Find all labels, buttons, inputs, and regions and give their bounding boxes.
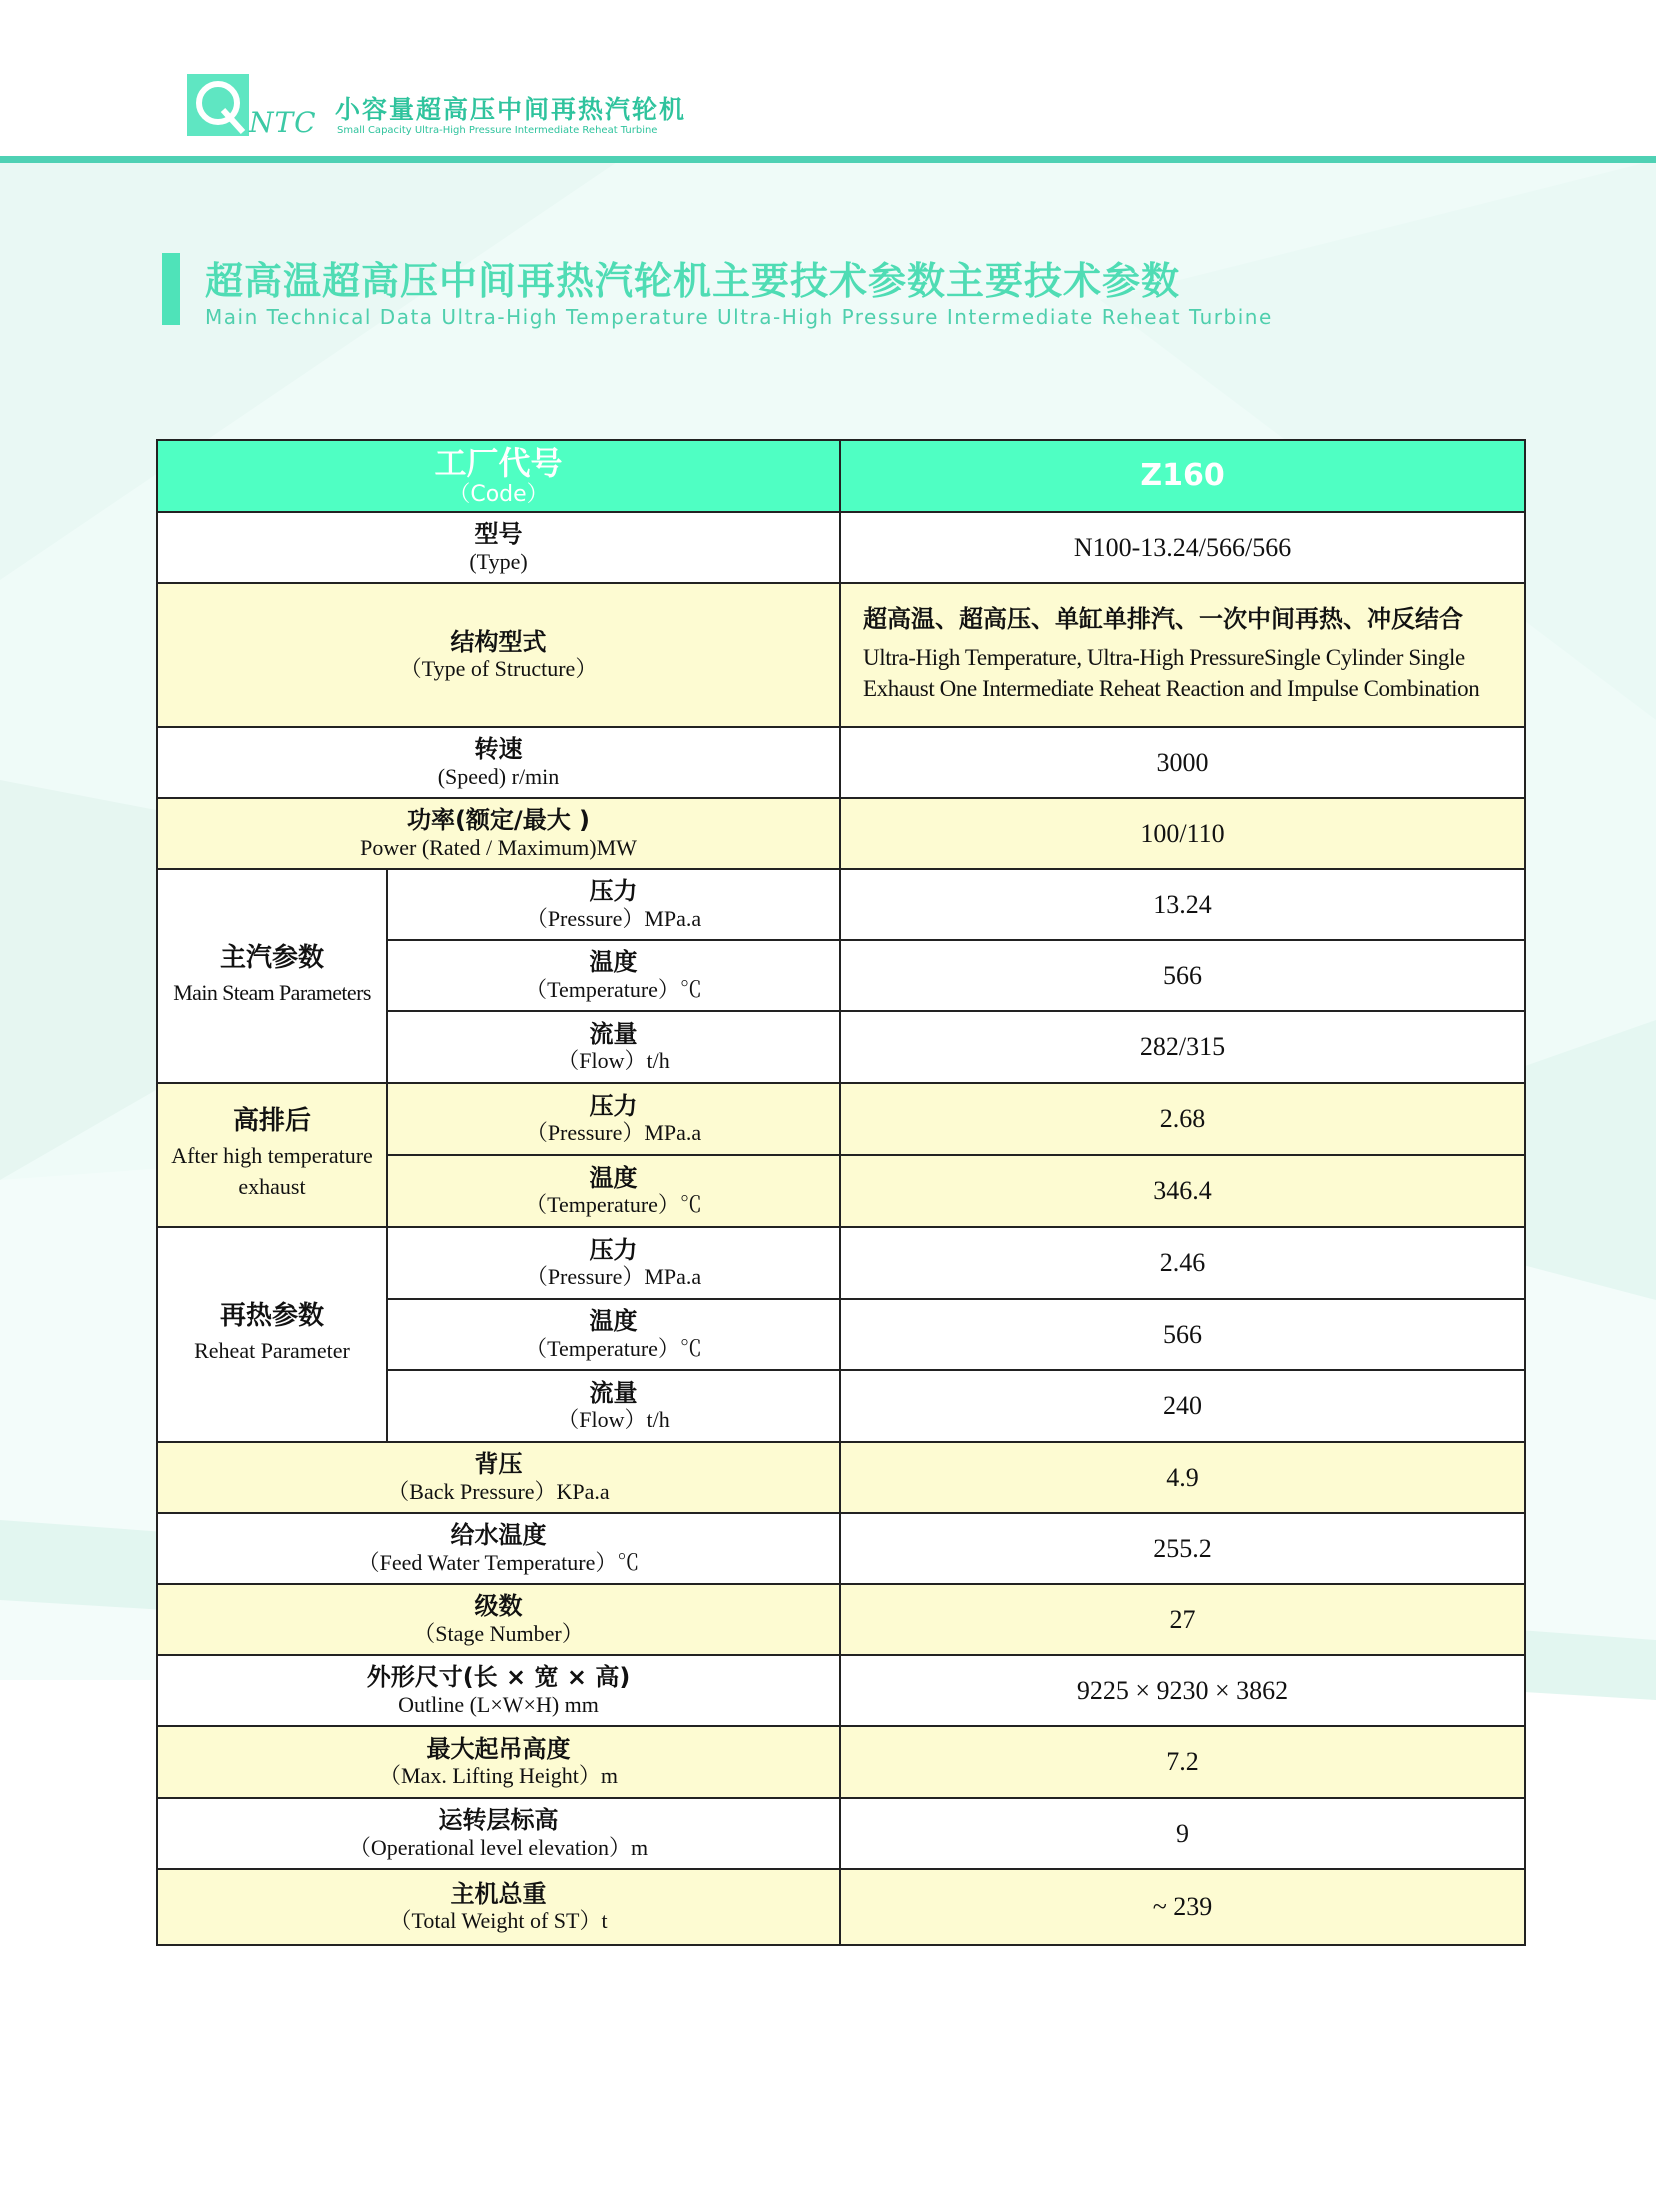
reheat-label-en: Reheat Parameter bbox=[194, 1338, 350, 1364]
lifting-label bbox=[157, 1726, 840, 1798]
header-divider bbox=[0, 156, 1656, 163]
weight-label-cn: 主机总重 bbox=[450, 1879, 547, 1908]
reheat-pressure-value: 2.46 bbox=[840, 1227, 1525, 1299]
main-flow-label bbox=[387, 1011, 840, 1083]
exhaust-label-en: After high temperature exhaust bbox=[171, 1143, 373, 1199]
table-row-back-pressure bbox=[157, 1442, 1525, 1513]
speed-value: 3000 bbox=[840, 727, 1525, 798]
main-flow-value: 282/315 bbox=[840, 1011, 1525, 1083]
outline-value: 9225 × 9230 × 3862 bbox=[840, 1655, 1525, 1726]
reheat-flow-value: 240 bbox=[840, 1370, 1525, 1442]
stages-value: 27 bbox=[840, 1584, 1525, 1655]
reheat-pressure-label bbox=[387, 1227, 840, 1299]
table-row-power bbox=[157, 798, 1525, 869]
code-value-text: Z160 bbox=[1140, 457, 1225, 493]
structure-value-en: Ultra-High Temperature, Ultra-High PressureSingle Cylinder Single Exhaust One Intermediate Reheat Reaction and Impulse Combination bbox=[863, 644, 1480, 701]
main-temperature-label-cn: 温度 bbox=[589, 948, 638, 977]
table-row-structure bbox=[157, 583, 1525, 727]
brand-name-cn: 小容量超高压中间再热汽轮机 bbox=[335, 95, 687, 124]
exhaust-temperature-label bbox=[387, 1155, 840, 1227]
reheat-temperature-label-cn: 温度 bbox=[589, 1307, 638, 1336]
operational-label-en: （Operational level elevation）m bbox=[348, 1834, 649, 1860]
feed-water-value: 255.2 bbox=[840, 1513, 1525, 1584]
table-row-speed bbox=[157, 727, 1525, 798]
main-pressure-label bbox=[387, 869, 840, 940]
structure-value bbox=[840, 583, 1525, 727]
exhaust-pressure-value: 2.68 bbox=[840, 1083, 1525, 1155]
weight-value: ~ 239 bbox=[840, 1869, 1525, 1945]
reheat-pressure-label-cn: 压力 bbox=[589, 1235, 638, 1264]
exhaust-pressure-label-en: （Pressure）MPa.a bbox=[525, 1120, 702, 1146]
exhaust-group-label bbox=[157, 1083, 387, 1227]
main-temperature-label bbox=[387, 940, 840, 1011]
reheat-temperature-value: 566 bbox=[840, 1299, 1525, 1370]
feed-water-label-en: （Feed Water Temperature）℃ bbox=[357, 1549, 640, 1575]
weight-label-en: （Total Weight of ST）t bbox=[389, 1908, 608, 1934]
main-steam-group-label bbox=[157, 869, 387, 1083]
feed-water-label-cn: 给水温度 bbox=[450, 1521, 547, 1550]
exhaust-pressure-label-cn: 压力 bbox=[589, 1091, 638, 1120]
power-label-cn: 功率(额定/最大 ) bbox=[406, 806, 591, 835]
exhaust-label-cn: 高排后 bbox=[232, 1106, 311, 1137]
stages-label bbox=[157, 1584, 840, 1655]
main-steam-label-en: Main Steam Parameters bbox=[173, 979, 371, 1005]
table-row-operational bbox=[157, 1798, 1525, 1869]
main-pressure-value: 13.24 bbox=[840, 869, 1525, 940]
speed-label-en: (Speed) r/min bbox=[437, 763, 560, 789]
code-label bbox=[157, 440, 840, 512]
back-pressure-label bbox=[157, 1442, 840, 1513]
back-pressure-label-cn: 背压 bbox=[474, 1450, 523, 1479]
outline-label-cn: 外形尺寸(长 × 宽 × 高) bbox=[366, 1663, 631, 1692]
reheat-label-cn: 再热参数 bbox=[219, 1301, 324, 1332]
reheat-group-label bbox=[157, 1227, 387, 1442]
reheat-temperature-label bbox=[387, 1299, 840, 1370]
type-label-en: (Type) bbox=[469, 548, 528, 574]
operational-value: 9 bbox=[840, 1798, 1525, 1869]
table-row-main-pressure bbox=[157, 869, 1525, 940]
structure-label-en: （Type of Structure） bbox=[399, 656, 598, 682]
speed-label-cn: 转速 bbox=[474, 735, 523, 764]
lifting-label-cn: 最大起吊高度 bbox=[426, 1734, 571, 1763]
main-flow-label-en: （Flow）t/h bbox=[557, 1048, 670, 1074]
main-temperature-label-en: （Temperature）℃ bbox=[525, 976, 702, 1002]
power-value: 100/110 bbox=[840, 798, 1525, 869]
structure-label bbox=[157, 583, 840, 727]
lifting-value: 7.2 bbox=[840, 1726, 1525, 1798]
brand-name-en: Small Capacity Ultra-High Pressure Intermediate Reheat Turbine bbox=[337, 125, 658, 136]
main-flow-label-cn: 流量 bbox=[589, 1019, 638, 1048]
exhaust-temperature-label-cn: 温度 bbox=[589, 1163, 638, 1192]
main-temperature-value: 566 bbox=[840, 940, 1525, 1011]
outline-label bbox=[157, 1655, 840, 1726]
lifting-label-en: （Max. Lifting Height）m bbox=[379, 1763, 618, 1789]
operational-label-cn: 运转层标高 bbox=[438, 1806, 559, 1835]
exhaust-temperature-value: 346.4 bbox=[840, 1155, 1525, 1227]
power-label bbox=[157, 798, 840, 869]
title-accent-bar bbox=[162, 253, 180, 325]
table-row-stages bbox=[157, 1584, 1525, 1655]
table-row-reheat-pressure bbox=[157, 1227, 1525, 1299]
code-value bbox=[840, 440, 1525, 512]
type-value: N100-13.24/566/566 bbox=[840, 512, 1525, 583]
type-label-cn: 型号 bbox=[474, 520, 523, 549]
table-row-weight bbox=[157, 1869, 1525, 1945]
table-row-outline bbox=[157, 1655, 1525, 1726]
code-label-en: （Code） bbox=[448, 481, 549, 507]
back-pressure-value: 4.9 bbox=[840, 1442, 1525, 1513]
spec-table bbox=[156, 439, 1526, 1946]
exhaust-temperature-label-en: （Temperature）℃ bbox=[525, 1192, 702, 1218]
section-title-en: Main Technical Data Ultra-High Temperature Ultra-High Pressure Intermediate Reheat Turbine bbox=[205, 305, 1273, 329]
table-header-row bbox=[157, 440, 1525, 512]
operational-label bbox=[157, 1798, 840, 1869]
type-label bbox=[157, 512, 840, 583]
weight-label bbox=[157, 1869, 840, 1945]
logo-ntc-text: NTC bbox=[249, 106, 317, 139]
feed-water-label bbox=[157, 1513, 840, 1584]
back-pressure-label-en: （Back Pressure）KPa.a bbox=[387, 1478, 610, 1504]
reheat-flow-label bbox=[387, 1370, 840, 1442]
speed-label bbox=[157, 727, 840, 798]
exhaust-pressure-label bbox=[387, 1083, 840, 1155]
power-label-en: Power (Rated / Maximum)MW bbox=[360, 834, 637, 860]
section-title-cn: 超高温超高压中间再热汽轮机主要技术参数主要技术参数 bbox=[205, 259, 1181, 303]
table-row-feed-water bbox=[157, 1513, 1525, 1584]
outline-label-en: Outline (L×W×H) mm bbox=[398, 1691, 599, 1717]
logo-q-icon bbox=[185, 72, 251, 138]
stages-label-en: （Stage Number） bbox=[413, 1620, 584, 1646]
main-steam-label-cn: 主汽参数 bbox=[219, 942, 324, 973]
table-row-lifting bbox=[157, 1726, 1525, 1798]
structure-label-cn: 结构型式 bbox=[450, 627, 547, 656]
reheat-temperature-label-en: （Temperature）℃ bbox=[525, 1335, 702, 1361]
structure-value-cn: 超高温、超高压、单缸单排汽、一次中间再热、冲反结合 bbox=[863, 605, 1464, 634]
company-logo bbox=[185, 72, 325, 142]
stages-label-cn: 级数 bbox=[474, 1592, 523, 1621]
main-pressure-label-en: （Pressure）MPa.a bbox=[525, 905, 702, 931]
reheat-flow-label-en: （Flow）t/h bbox=[557, 1407, 670, 1433]
table-row-type bbox=[157, 512, 1525, 583]
main-pressure-label-cn: 压力 bbox=[589, 877, 638, 906]
reheat-pressure-label-en: （Pressure）MPa.a bbox=[525, 1264, 702, 1290]
code-label-cn: 工厂代号 bbox=[434, 443, 563, 482]
reheat-flow-label-cn: 流量 bbox=[589, 1378, 638, 1407]
table-row-exhaust-pressure bbox=[157, 1083, 1525, 1155]
